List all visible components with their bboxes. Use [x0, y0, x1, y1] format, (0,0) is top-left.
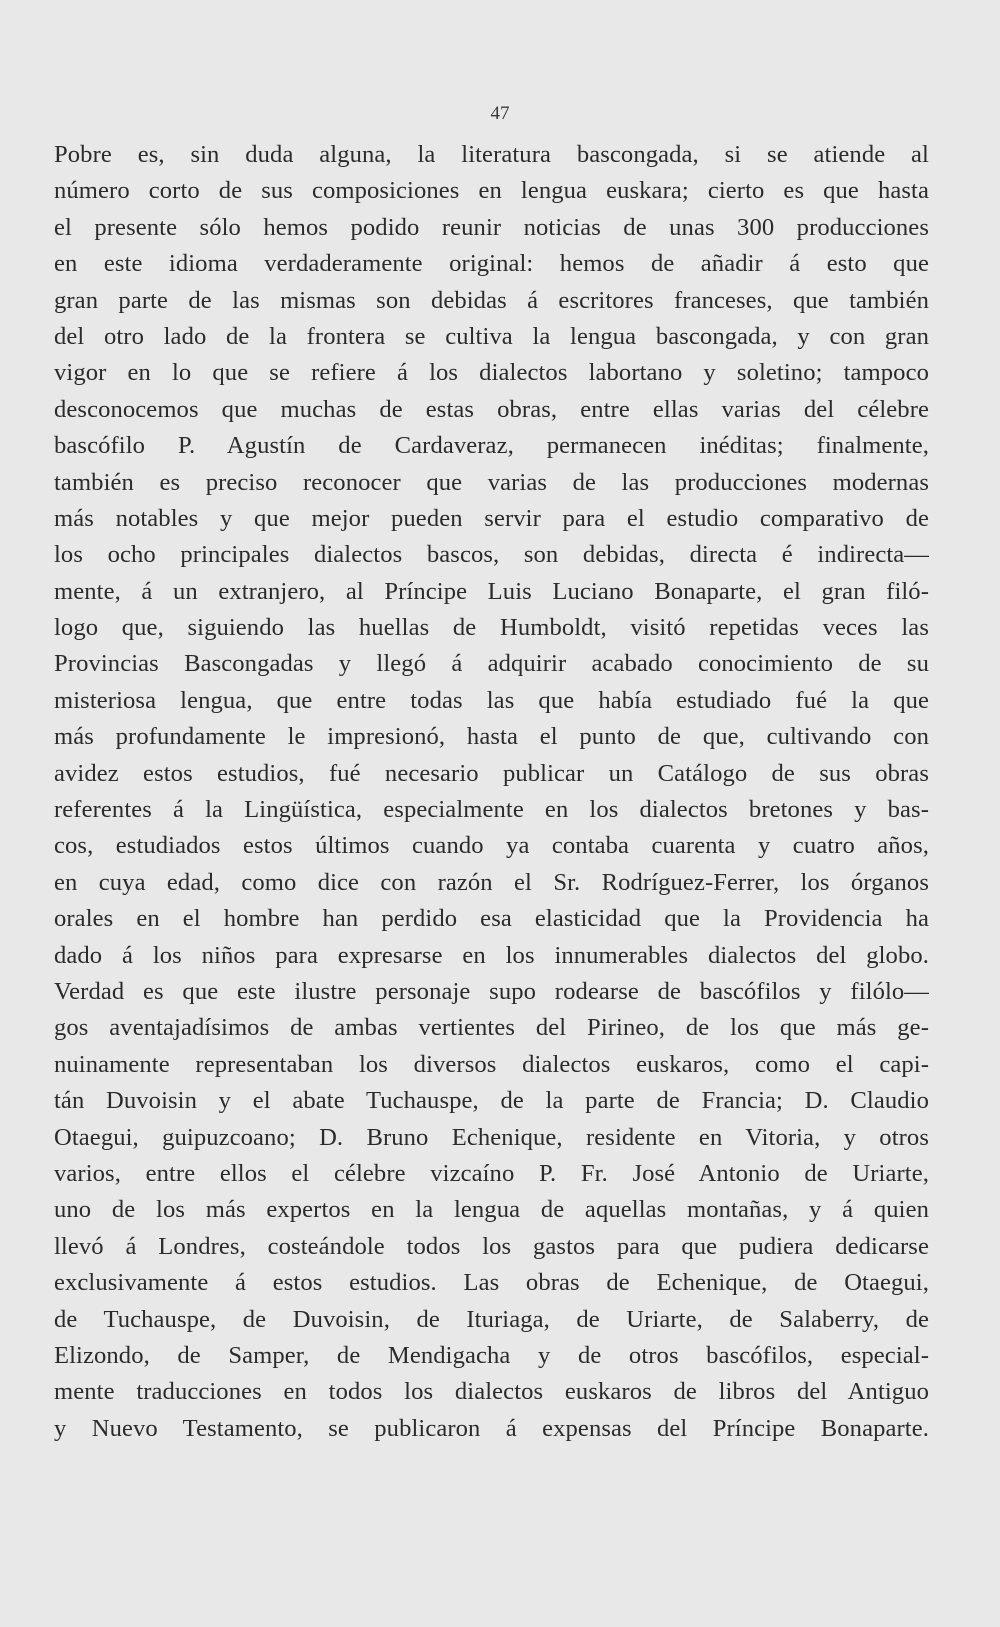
text-line: orales en el hombre han perdido esa elasticidad que la Providencia ha: [54, 905, 929, 933]
text-line: nuinamente representaban los diversos dialectos euskaros, como el capi-: [54, 1050, 929, 1078]
text-line: Pobre es, sin duda alguna, la literatura bascongada, si se atiende al: [54, 141, 929, 168]
text-line: desconocemos que muchas de estas obras, entre ellas varias del célebre: [54, 395, 929, 423]
text-line: bascófilo P. Agustín de Cardaveraz, permanecen inéditas; finalmente,: [54, 432, 929, 460]
text-line: llevó á Londres, costeándole todos los gastos para que pudiera dedicarse: [54, 1232, 929, 1260]
text-line: los ocho principales dialectos bascos, son debidas, directa é indirecta—: [54, 541, 929, 569]
text-line: el presente sólo hemos podido reunir noticias de unas 300 producciones: [54, 213, 929, 241]
text-line: Otaegui, guipuzcoano; D. Bruno Echenique, residente en Vitoria, y otros: [54, 1123, 929, 1151]
text-line: Provincias Bascongadas y llegó á adquirir acabado conocimiento de su: [54, 650, 929, 678]
text-line: Elizondo, de Samper, de Mendigacha y de otros bascófilos, especial-: [54, 1341, 929, 1369]
text-line: mente, á un extranjero, al Príncipe Luis Luciano Bonaparte, el gran filó-: [54, 577, 929, 605]
text-line: uno de los más expertos en la lengua de aquellas montañas, y á quien: [54, 1196, 929, 1224]
text-line: tán Duvoisin y el abate Tuchauspe, de la parte de Francia; D. Claudio: [54, 1087, 929, 1115]
text-line: de Tuchauspe, de Duvoisin, de Ituriaga, de Uriarte, de Salaberry, de: [54, 1305, 929, 1333]
text-line: Verdad es que este ilustre personaje supo rodearse de bascófilos y filólo—: [54, 977, 929, 1005]
text-line: del otro lado de la frontera se cultiva la lengua bascongada, y con gran: [54, 322, 929, 350]
text-line: cos, estudiados estos últimos cuando ya contaba cuarenta y cuatro años,: [54, 832, 929, 860]
text-line: varios, entre ellos el célebre vizcaíno P. Fr. José Antonio de Uriarte,: [54, 1159, 929, 1187]
text-line: gos aventajadísimos de ambas vertientes del Pirineo, de los que más ge-: [54, 1014, 929, 1042]
text-line: más notables y que mejor pueden servir para el estudio comparativo de: [54, 504, 929, 532]
text-line: referentes á la Lingüística, especialmente en los dialectos bretones y bas-: [54, 796, 929, 824]
text-line: gran parte de las mismas son debidas á escritores franceses, que también: [54, 286, 929, 314]
text-line: avidez estos estudios, fué necesario publicar un Catálogo de sus obras: [54, 759, 929, 787]
body-text: [54, 137, 929, 1447]
text-line: y Nuevo Testamento, se publicaron á expensas del Príncipe Bonaparte.: [54, 1414, 929, 1442]
page-number: 47: [490, 103, 510, 124]
text-line: también es preciso reconocer que varias de las producciones modernas: [54, 468, 929, 496]
text-line: exclusivamente á estos estudios. Las obras de Echenique, de Otaegui,: [54, 1269, 929, 1297]
text-line: misteriosa lengua, que entre todas las que había estudiado fué la que: [54, 686, 929, 714]
text-line: logo que, siguiendo las huellas de Humboldt, visitó repetidas veces las: [54, 614, 929, 642]
text-line: en cuya edad, como dice con razón el Sr. Rodríguez-Ferrer, los órganos: [54, 868, 929, 896]
text-line: dado á los niños para expresarse en los innumerables dialectos del globo.: [54, 941, 929, 969]
text-line: vigor en lo que se refiere á los dialectos labortano y soletino; tampoco: [54, 359, 929, 387]
text-line: número corto de sus composiciones en lengua euskara; cierto es que hasta: [54, 177, 929, 205]
text-line: mente traducciones en todos los dialectos euskaros de libros del Antiguo: [54, 1378, 929, 1406]
text-line: en este idioma verdaderamente original: hemos de añadir á esto que: [54, 250, 929, 278]
text-line: más profundamente le impresionó, hasta el punto de que, cultivando con: [54, 723, 929, 751]
